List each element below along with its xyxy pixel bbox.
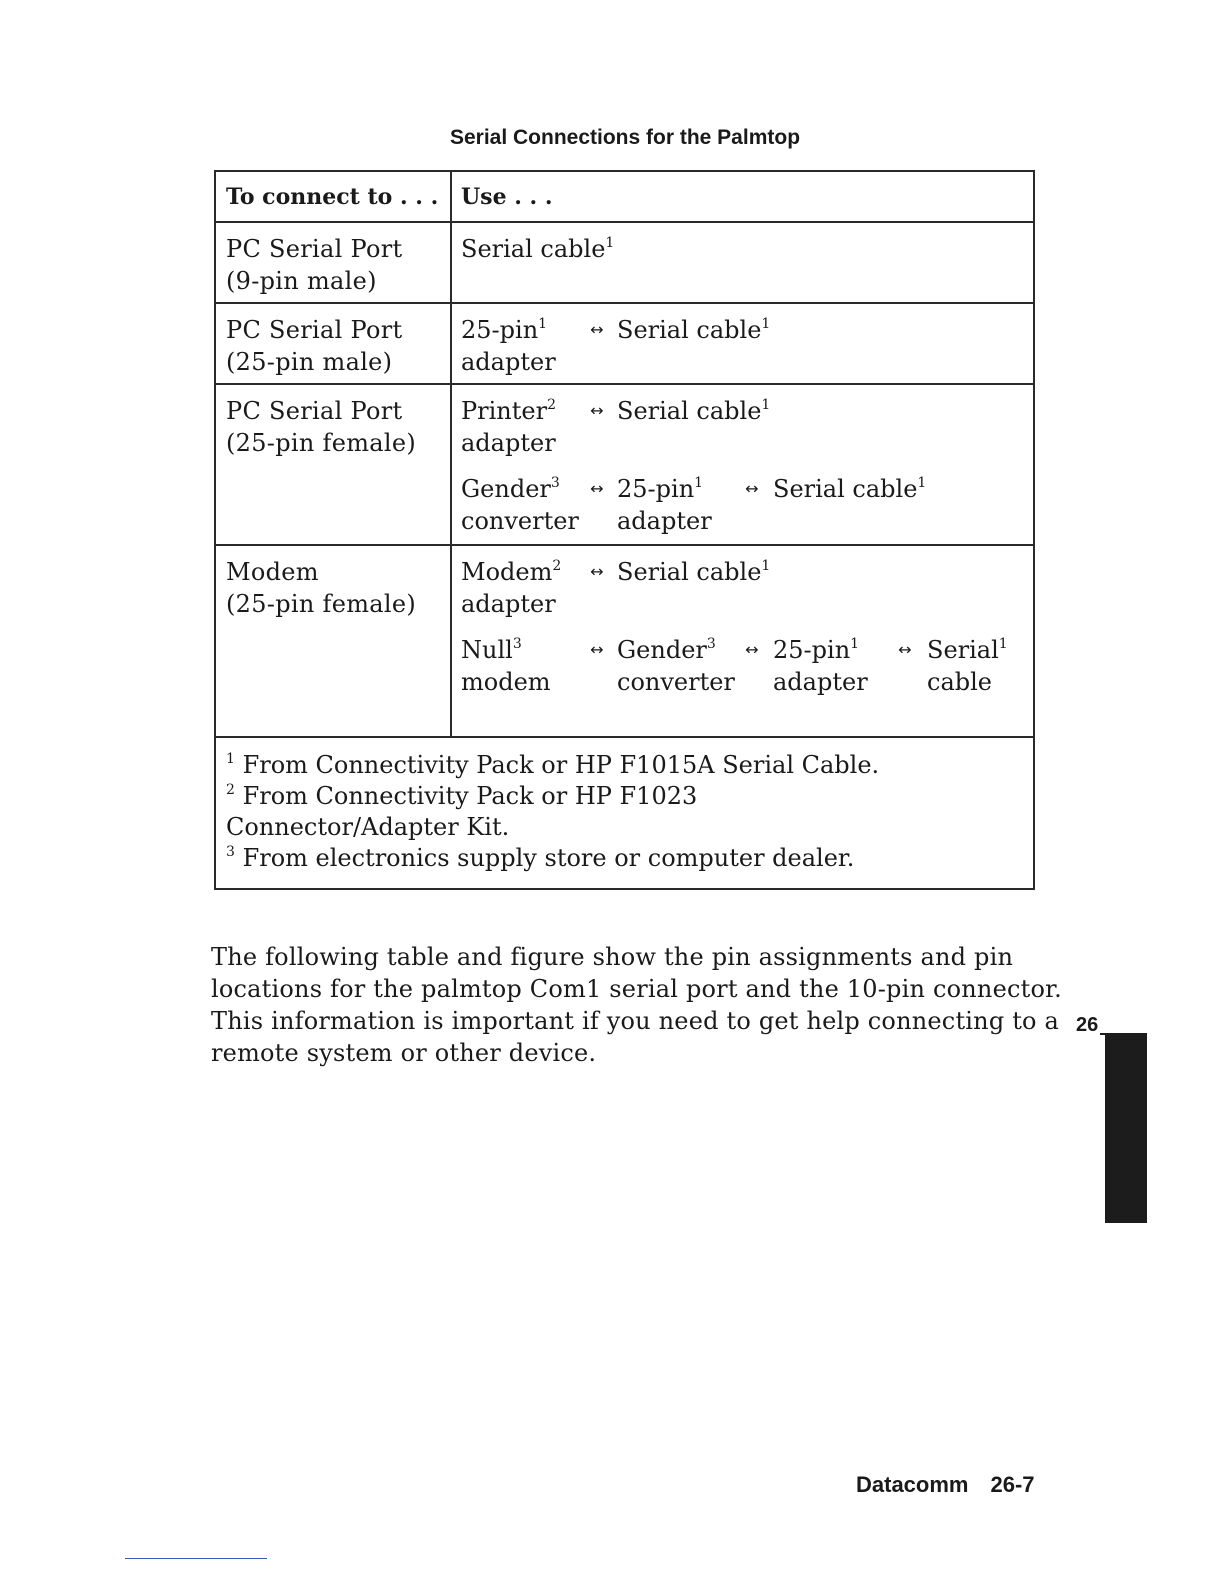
connect-to-line: PC Serial Port bbox=[226, 316, 403, 344]
footnote-2-cont: Connector/Adapter Kit. bbox=[226, 813, 510, 841]
connect-to-line: (25-pin male) bbox=[226, 348, 393, 376]
double-arrow-icon: ↔ bbox=[745, 479, 759, 498]
connect-to-line: PC Serial Port bbox=[226, 235, 403, 263]
chapter-tab-number: 26 bbox=[1076, 1014, 1099, 1036]
bottom-divider bbox=[125, 1558, 267, 1559]
printer-adapter-item: Printer$^2$ adapter bbox=[461, 397, 556, 457]
pin25-adapter-item: 25-pin$^1$ adapter bbox=[461, 316, 556, 376]
table-row bbox=[216, 546, 1033, 738]
double-arrow-icon: ↔ bbox=[590, 320, 604, 339]
header-use: Use . . . bbox=[461, 184, 553, 210]
serial-cable-item: Serial cable$^1$ bbox=[617, 397, 771, 425]
use-cell bbox=[452, 385, 1033, 544]
modem-adapter-item: Modem$^2$ adapter bbox=[461, 558, 562, 618]
null-modem-item: Null$^3$ modem bbox=[461, 636, 551, 696]
double-arrow-icon: ↔ bbox=[745, 640, 759, 659]
connect-to-line: PC Serial Port bbox=[226, 397, 403, 425]
use-cell bbox=[452, 304, 1033, 383]
chapter-tab-bar bbox=[1105, 1033, 1147, 1223]
double-arrow-icon: ↔ bbox=[898, 640, 912, 659]
table-row bbox=[216, 223, 1033, 304]
connect-to-line: (9-pin male) bbox=[226, 267, 377, 295]
footnotes bbox=[216, 738, 1033, 888]
footer-page-number: 26-7 bbox=[990, 1472, 1035, 1497]
serial-cable-item: Serial cable$^1$ bbox=[461, 235, 615, 263]
serial-cable-item: Serial cable$^1$ bbox=[773, 475, 927, 503]
pin25-adapter-item: 25-pin$^1$ adapter bbox=[773, 636, 868, 696]
gender-converter-item: Gender$^3$ converter bbox=[617, 636, 735, 696]
table-row bbox=[216, 385, 1033, 546]
serial-cable-item: Serial cable$^1$ bbox=[617, 558, 771, 586]
header-connect-to: To connect to . . . bbox=[216, 172, 452, 221]
table-header-row bbox=[216, 172, 1033, 223]
gender-converter-item: Gender$^3$ converter bbox=[461, 475, 579, 535]
connect-to-line: (25-pin female) bbox=[226, 429, 417, 457]
footnote-3: $^3$ From electronics supply store or computer dealer. bbox=[226, 844, 855, 872]
double-arrow-icon: ↔ bbox=[590, 640, 604, 659]
double-arrow-icon: ↔ bbox=[590, 479, 604, 498]
paragraph-line: remote system or other device. bbox=[211, 1039, 597, 1067]
footnote-2: $^2$ From Connectivity Pack or HP F1023 bbox=[226, 782, 698, 810]
connect-to-cell bbox=[216, 385, 452, 544]
use-cell bbox=[452, 546, 1033, 736]
footer-section: Datacomm bbox=[856, 1472, 969, 1497]
table-footnotes-row bbox=[216, 738, 1033, 888]
use-cell bbox=[452, 223, 1033, 302]
connect-to-line: (25-pin female) bbox=[226, 590, 417, 618]
pin25-adapter-item: 25-pin$^1$ adapter bbox=[617, 475, 712, 535]
serial-connections-table bbox=[214, 170, 1035, 890]
connect-to-cell bbox=[216, 546, 452, 736]
table-row bbox=[216, 304, 1033, 385]
page-footer bbox=[856, 1472, 1035, 1498]
connect-to-line: Modem bbox=[226, 558, 319, 586]
body-paragraph bbox=[211, 941, 1062, 1069]
serial-cable-item: Serial cable$^1$ bbox=[617, 316, 771, 344]
serial-cable-item: Serial$^1$ cable bbox=[927, 636, 1008, 696]
paragraph-line: The following table and figure show the pin assignments and pin bbox=[211, 943, 1014, 971]
connect-to-cell bbox=[216, 304, 452, 383]
double-arrow-icon: ↔ bbox=[590, 562, 604, 581]
connection-chain bbox=[461, 473, 1033, 537]
paragraph-line: locations for the palmtop Com1 serial port and the 10-pin connector. bbox=[211, 975, 1062, 1003]
paragraph-line: This information is important if you need to get help connecting to a bbox=[211, 1007, 1060, 1035]
connection-chain bbox=[461, 556, 1033, 620]
double-arrow-icon: ↔ bbox=[590, 401, 604, 420]
connection-chain bbox=[461, 395, 1033, 459]
connection-chain bbox=[461, 314, 1033, 378]
footnote-1: $^1$ From Connectivity Pack or HP F1015A Serial Cable. bbox=[226, 751, 880, 779]
connect-to-cell bbox=[216, 223, 452, 302]
connection-chain bbox=[461, 634, 1033, 698]
table-title: Serial Connections for the Palmtop bbox=[449, 126, 801, 149]
